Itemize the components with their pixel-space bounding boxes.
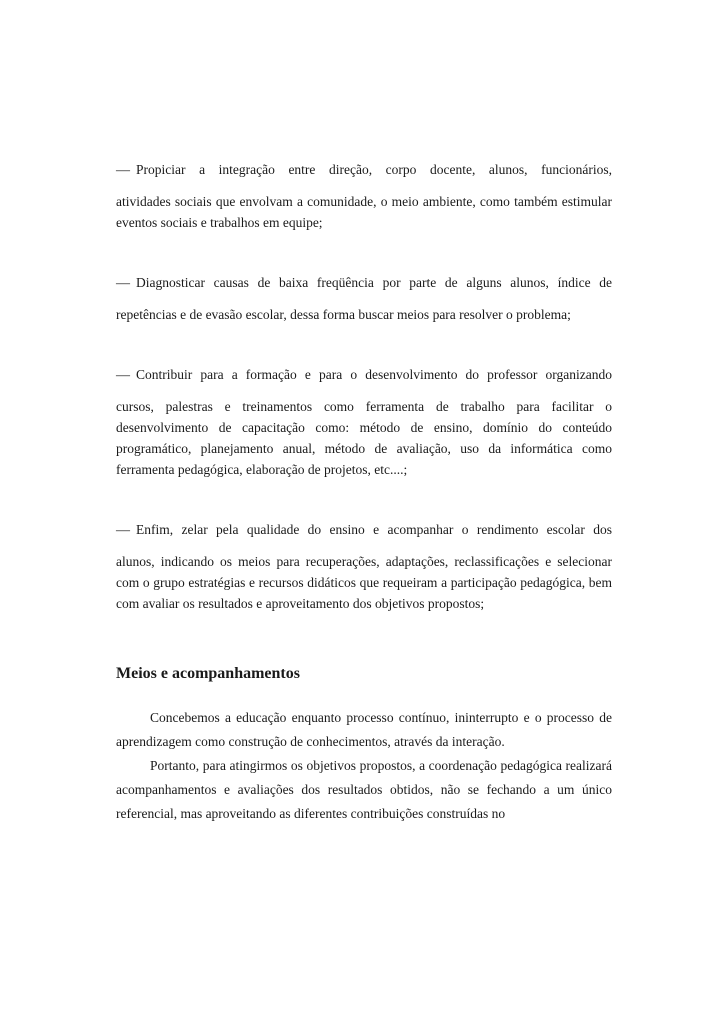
bullet-continuation: cursos, palestras e treinamentos como ferramenta de trabalho para facilitar o desenvolvimento de capacitação como: método de ensino, domínio do conteúdo programático, planejamento anual, método de avaliação, uso da informática como ferramenta pedagógica, elaboração de projetos, etc....;: [116, 399, 612, 477]
bullet-first-line: [116, 273, 612, 294]
bullet-first-line: [116, 160, 612, 181]
section-title: Meios e acompanhamentos: [116, 665, 300, 682]
bullet-text: Diagnosticar causas de baixa freqüência por parte de alguns alunos, índice de: [136, 275, 612, 290]
bullet-text: Contribuir para a formação e para o desenvolvimento do professor organizando: [136, 367, 612, 382]
bullet-text: Enfim, zelar pela qualidade do ensino e acompanhar o rendimento escolar dos: [136, 522, 612, 537]
bullet-item-quality: [116, 520, 612, 614]
bullet-item-diagnose: [116, 273, 612, 325]
bullet-continuation: repetências e de evasão escolar, dessa forma buscar meios para resolver o problema;: [116, 307, 571, 322]
bullet-continuation: alunos, indicando os meios para recuperações, adaptações, reclassificações e selecionar com o grupo estratégias e recursos didáticos que requeiram a participação pedagógica, bem com avaliar os resultados e aproveitamento dos objetivos propostos;: [116, 554, 612, 611]
body-paragraph: Portanto, para atingirmos os objetivos propostos, a coordenação pedagógica realizará acompanhamentos e avaliações dos resultados obtidos, não se fechando a um único referencial, mas aproveitando as diferentes contribuições construídas no: [116, 758, 612, 821]
dash-bullet-icon: —: [116, 276, 130, 291]
bullet-text: Propiciar a integração entre direção, corpo docente, alunos, funcionários,: [136, 162, 612, 177]
bullet-first-line: [116, 365, 612, 386]
dash-bullet-icon: —: [116, 163, 130, 178]
body-paragraph: Concebemos a educação enquanto processo contínuo, ininterrupto e o processo de aprendizagem como construção de conhecimentos, através da interação.: [116, 710, 612, 749]
dash-bullet-icon: —: [116, 368, 130, 383]
dash-bullet-icon: —: [116, 523, 130, 538]
document-page: [116, 160, 612, 826]
bullet-item-teacher-development: [116, 365, 612, 480]
bullet-continuation: atividades sociais que envolvam a comunidade, o meio ambiente, como também estimular eventos sociais e trabalhos em equipe;: [116, 194, 612, 230]
bullet-item-integration: [116, 160, 612, 233]
bullet-first-line: [116, 520, 612, 541]
